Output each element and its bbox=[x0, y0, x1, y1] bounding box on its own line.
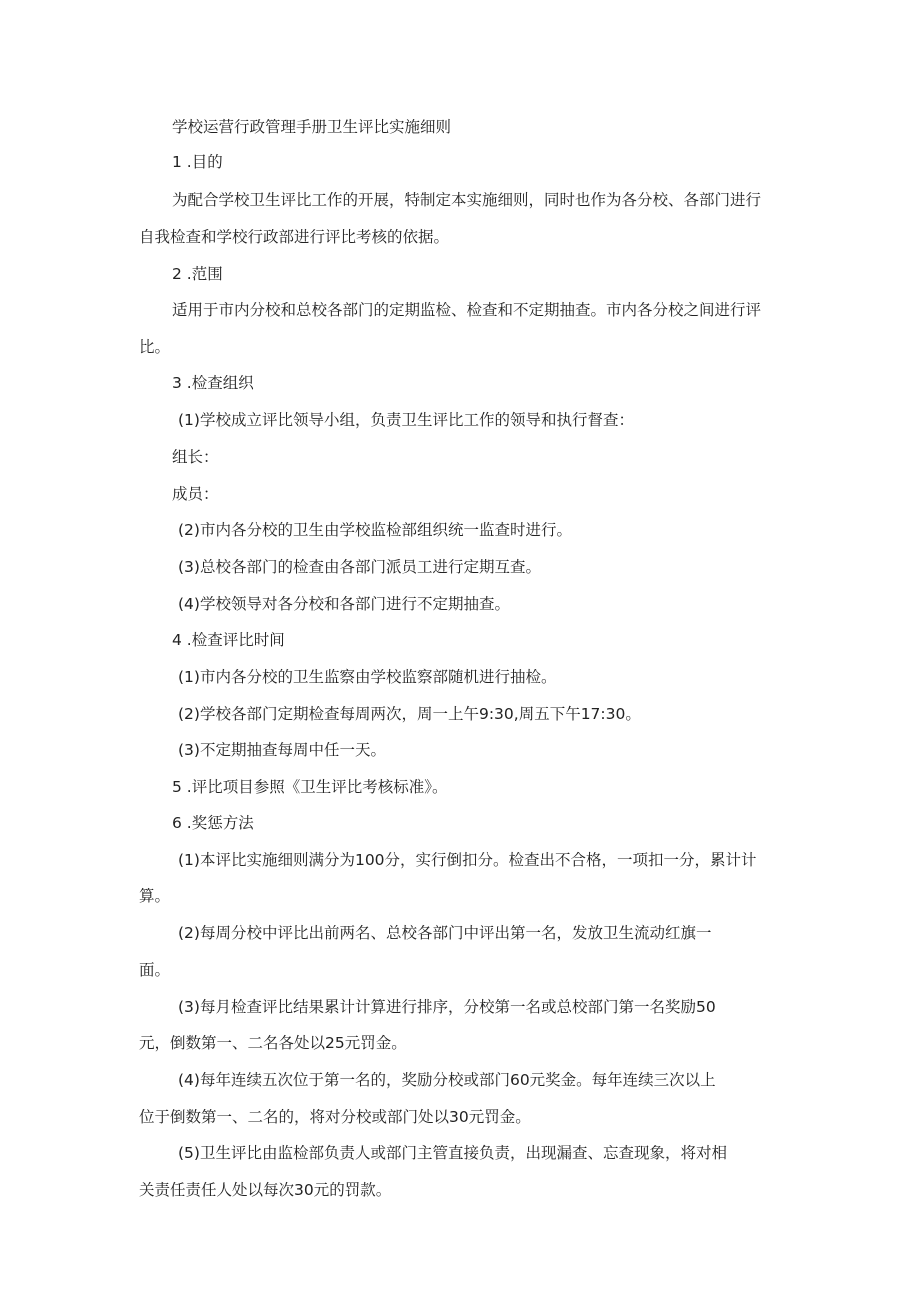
section-heading-purpose: 1 .目的 bbox=[172, 153, 223, 171]
list-item: (5)卫生评比由监检部负责人或部门主管直接负责，出现漏查、忘查现象，将对相 bbox=[178, 1144, 727, 1162]
paragraph-line: 组长： bbox=[172, 448, 219, 466]
list-item: (2)市内各分校的卫生由学校监检部组织统一监查时进行。 bbox=[178, 521, 572, 539]
list-item: (2)每周分校中评比出前两名、总校各部门中评出第一名，发放卫生流动红旗一 bbox=[178, 924, 712, 942]
paragraph-line: 元，倒数第一、二名各处以25元罚金。 bbox=[139, 1034, 407, 1052]
list-item: (1)本评比实施细则满分为100分，实行倒扣分。检查出不合格，一项扣一分，累计计 bbox=[178, 851, 757, 869]
section-heading-rewards: 6 .奖惩方法 bbox=[172, 814, 254, 832]
paragraph-line: 位于倒数第一、二名的，将对分校或部门处以30元罚金。 bbox=[139, 1108, 531, 1126]
list-item: (4)每年连续五次位于第一名的，奖励分校或部门60元奖金。每年连续三次以上 bbox=[178, 1071, 716, 1089]
paragraph-line: 算。 bbox=[139, 887, 171, 905]
section-heading-scope: 2 .范围 bbox=[172, 265, 223, 283]
list-item: (3)总校各部门的检查由各部门派员工进行定期互查。 bbox=[178, 558, 541, 576]
paragraph-line: 关责任责任人处以每次30元的罚款。 bbox=[139, 1181, 392, 1199]
paragraph-line: 为配合学校卫生评比工作的开展，特制定本实施细则，同时也作为各分校、各部门进行 bbox=[172, 191, 762, 209]
paragraph-line: 适用于市内分校和总校各部门的定期监检、检查和不定期抽查。市内各分校之间进行评 bbox=[172, 301, 762, 319]
list-item: (3)每月检查评比结果累计计算进行排序，分校第一名或总校部门第一名奖励50 bbox=[178, 998, 716, 1016]
paragraph-line: 比。 bbox=[139, 338, 171, 356]
section-heading-organization: 3 .检查组织 bbox=[172, 374, 254, 392]
list-item: (4)学校领导对各分校和各部门进行不定期抽查。 bbox=[178, 595, 510, 613]
paragraph-line: 成员： bbox=[172, 485, 219, 503]
paragraph-line: 面。 bbox=[139, 961, 171, 979]
section-heading-schedule: 4 .检查评比时间 bbox=[172, 631, 285, 649]
list-item: (1)学校成立评比领导小组，负责卫生评比工作的领导和执行督查： bbox=[178, 411, 634, 429]
list-item: (1)市内各分校的卫生监察由学校监察部随机进行抽检。 bbox=[178, 668, 557, 686]
paragraph-line: 自我检查和学校行政部进行评比考核的依据。 bbox=[139, 228, 450, 246]
list-item: (3)不定期抽查每周中任一天。 bbox=[178, 741, 386, 759]
list-item: (2)学校各部门定期检查每周两次，周一上午9:30,周五下午17:30。 bbox=[178, 705, 641, 723]
document-title: 学校运营行政管理手册卫生评比实施细则 bbox=[172, 118, 452, 136]
section-heading-items: 5 .评比项目参照《卫生评比考核标准》。 bbox=[172, 778, 448, 796]
